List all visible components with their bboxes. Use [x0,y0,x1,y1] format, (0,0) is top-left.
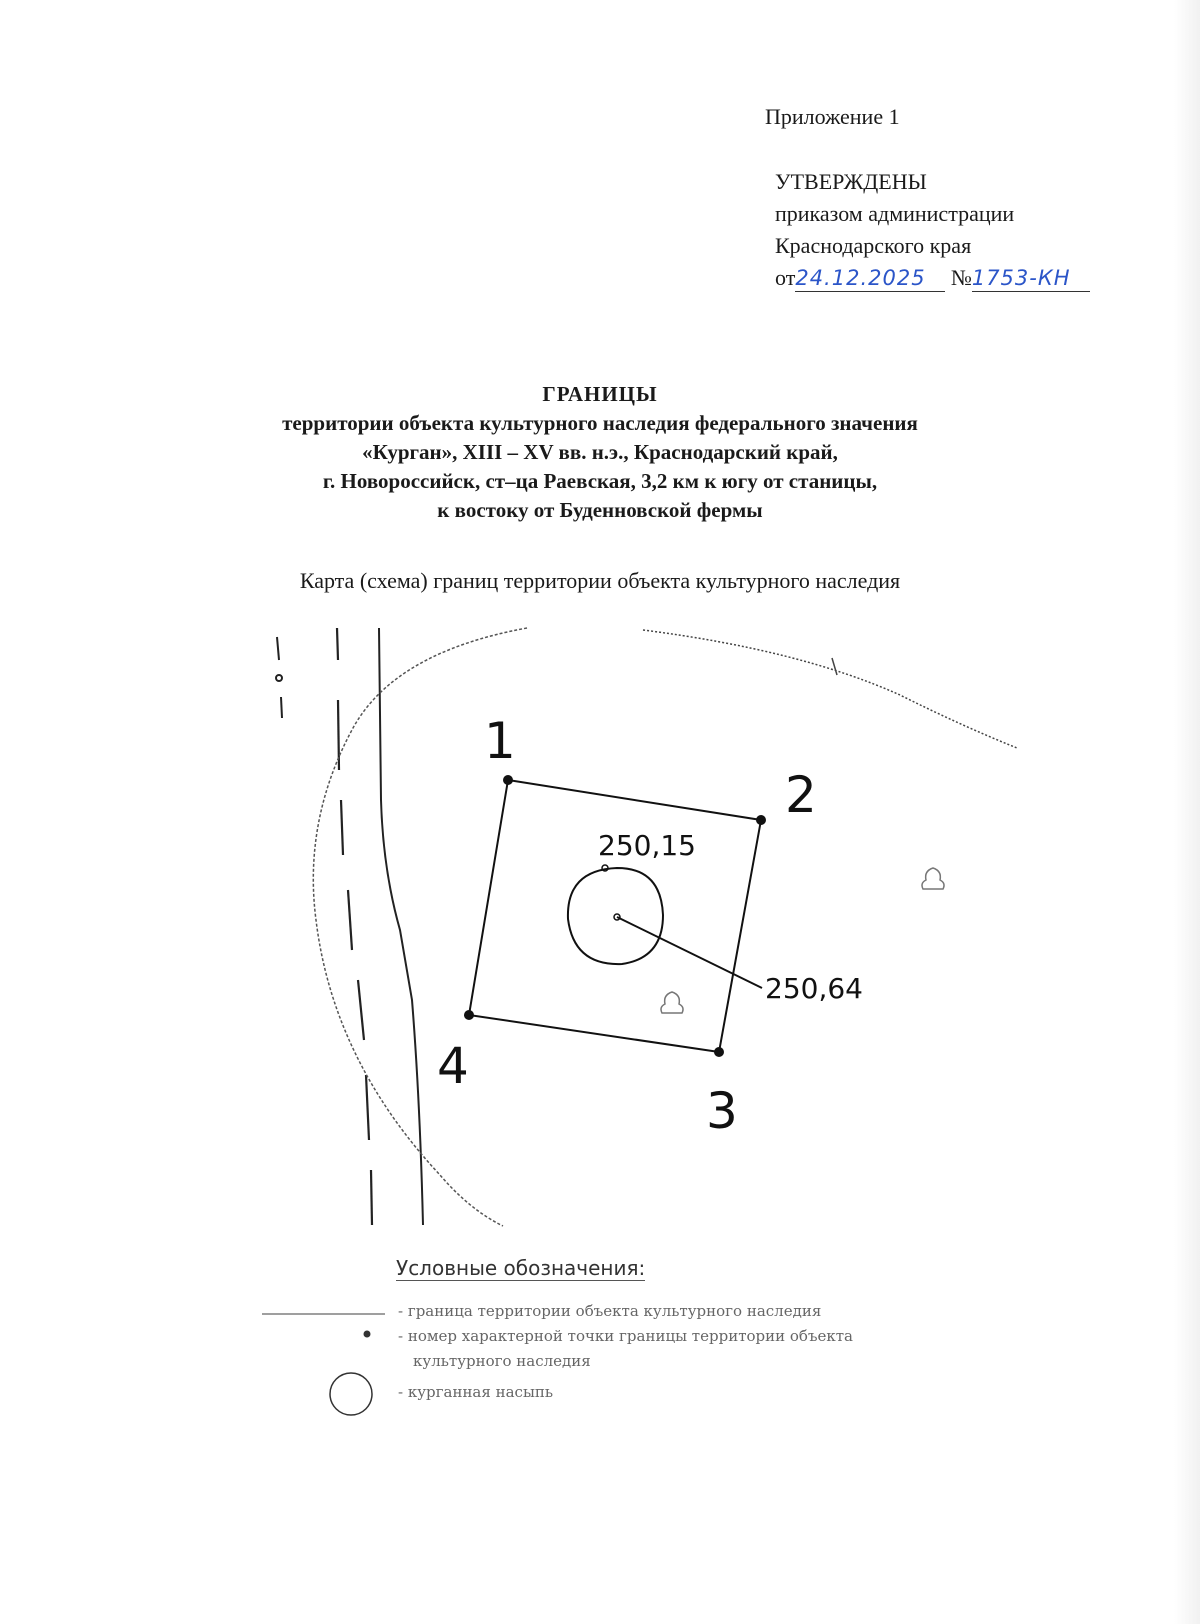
legend-mound-symbol [330,1373,372,1415]
elevation-leader-line [617,917,762,988]
appendix-label: Приложение 1 [765,104,900,129]
elevation-label-mound: 250,64 [765,972,863,1005]
point-label-1: 1 [484,712,516,770]
legend-point-symbol [364,1331,371,1338]
boundary-point-3 [714,1047,724,1057]
heading-line-3: г. Новороссийск, ст–ца Раевская, 3,2 км к югу от станицы, [322,469,878,493]
legend-item-point-cont: культурного наследия [413,1352,591,1370]
tree-symbol-icon [661,992,683,1013]
dotted-line-tick [832,658,837,675]
point-label-2: 2 [785,766,817,824]
approval-title: УТВЕРЖДЕНЫ [775,169,927,194]
point-label-3: 3 [706,1082,738,1140]
legend-title: Условные обозначения: [396,1256,646,1280]
tree-symbol-icon [922,868,944,889]
number-prefix: № [950,265,972,290]
heading-line-2: «Курган», XIII – XV вв. н.э., Краснодарский край, [362,440,838,464]
handwritten-date: 24.12.2025 [795,266,926,290]
left-edge-marker [276,637,282,718]
handwritten-number: 1753-КН [971,266,1071,290]
heritage-boundary-polygon [469,780,761,1052]
heading-line-4: к востоку от Буденновской фермы [437,498,763,522]
heading-main: ГРАНИЦЫ [542,382,658,406]
boundary-point-2 [756,815,766,825]
road-dashed-line [337,628,372,1225]
approval-line-1: приказом администрации [775,201,1015,226]
date-prefix: от [775,265,796,290]
road-solid-line [379,628,423,1225]
mound-contour [568,868,663,964]
boundary-point-4 [464,1010,474,1020]
map-subtitle: Карта (схема) границ территории объекта культурного наследия [299,568,901,593]
heading-line-1: территории объекта культурного наследия федерального значения [282,411,918,435]
approval-line-2: Краснодарского края [775,233,972,258]
boundary-point-1 [503,775,513,785]
top-right-dotted-line [643,630,1017,748]
legend-item-boundary: - граница территории объекта культурного наследия [398,1302,822,1320]
point-label-4: 4 [437,1037,469,1095]
legend-item-point: - номер характерной точки границы территории объекта [398,1327,853,1345]
elevation-label-top: 250,15 [598,829,696,862]
legend-item-mound: - курганная насыпь [398,1383,554,1401]
